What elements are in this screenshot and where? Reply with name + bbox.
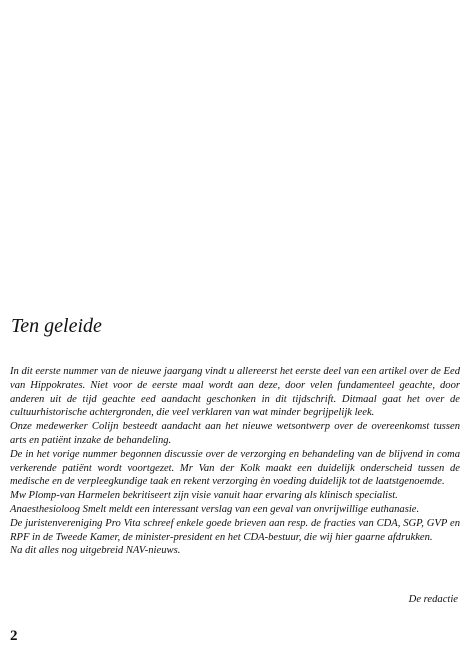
page-title: Ten geleide	[11, 315, 102, 337]
paragraph-nav-news: Na dit alles nog uitgebreid NAV-nieuws.	[10, 545, 181, 557]
editorial-body	[10, 365, 460, 558]
paragraph-discussion: De in het vorige nummer begonnen discussie over de verzorging en behandeling van de blijvend in coma verkerende patiënt wordt voortgezet. Mr Van der Kolk maakt een duidelijk onderscheid tussen de medische en de verpleegkundige taak en rekent verzorging èn voeding duidelijk tot de laatstgenoemde.	[10, 448, 460, 488]
paragraph-pro-vita: De juristenvereniging Pro Vita schreef enkele goede brieven aan resp. de fracties van CDA, SGP, GVP en RPF in de Tweede Kamer, de minister-president en het CDA-bestuur, die wij hier gaarne afdrukken.	[10, 517, 460, 543]
page-number: 2	[10, 628, 18, 644]
paragraph-smelt: Anaesthesioloog Smelt meldt een interessant verslag van een geval van onvrijwillige euthanasie.	[10, 503, 420, 515]
paragraph-intro: In dit eerste nummer van de nieuwe jaargang vindt u allereerst het eerste deel van een artikel over de Eed van Hippokrates. Niet voor de eerste maal wordt aan deze, door velen fundamenteel geachte, door anderen uit de tijd geachte eed aandacht geschonken in dit tijdschrift. Ditmaal gaat het over de cultuurhistorische achtergronden, die veel verklaren van wat minder begrijpelijk leek.	[10, 366, 460, 419]
paragraph-plomp: Mw Plomp-van Harmelen bekritiseert zijn visie vanuit haar ervaring als klinisch specialist.	[10, 490, 398, 502]
paragraph-colijn: Onze medewerker Colijn besteedt aandacht aan het nieuwe wetsontwerp over de overeenkomst tussen arts en patiënt inzake de behandeling.	[10, 421, 460, 446]
signature: De redactie	[408, 594, 458, 605]
